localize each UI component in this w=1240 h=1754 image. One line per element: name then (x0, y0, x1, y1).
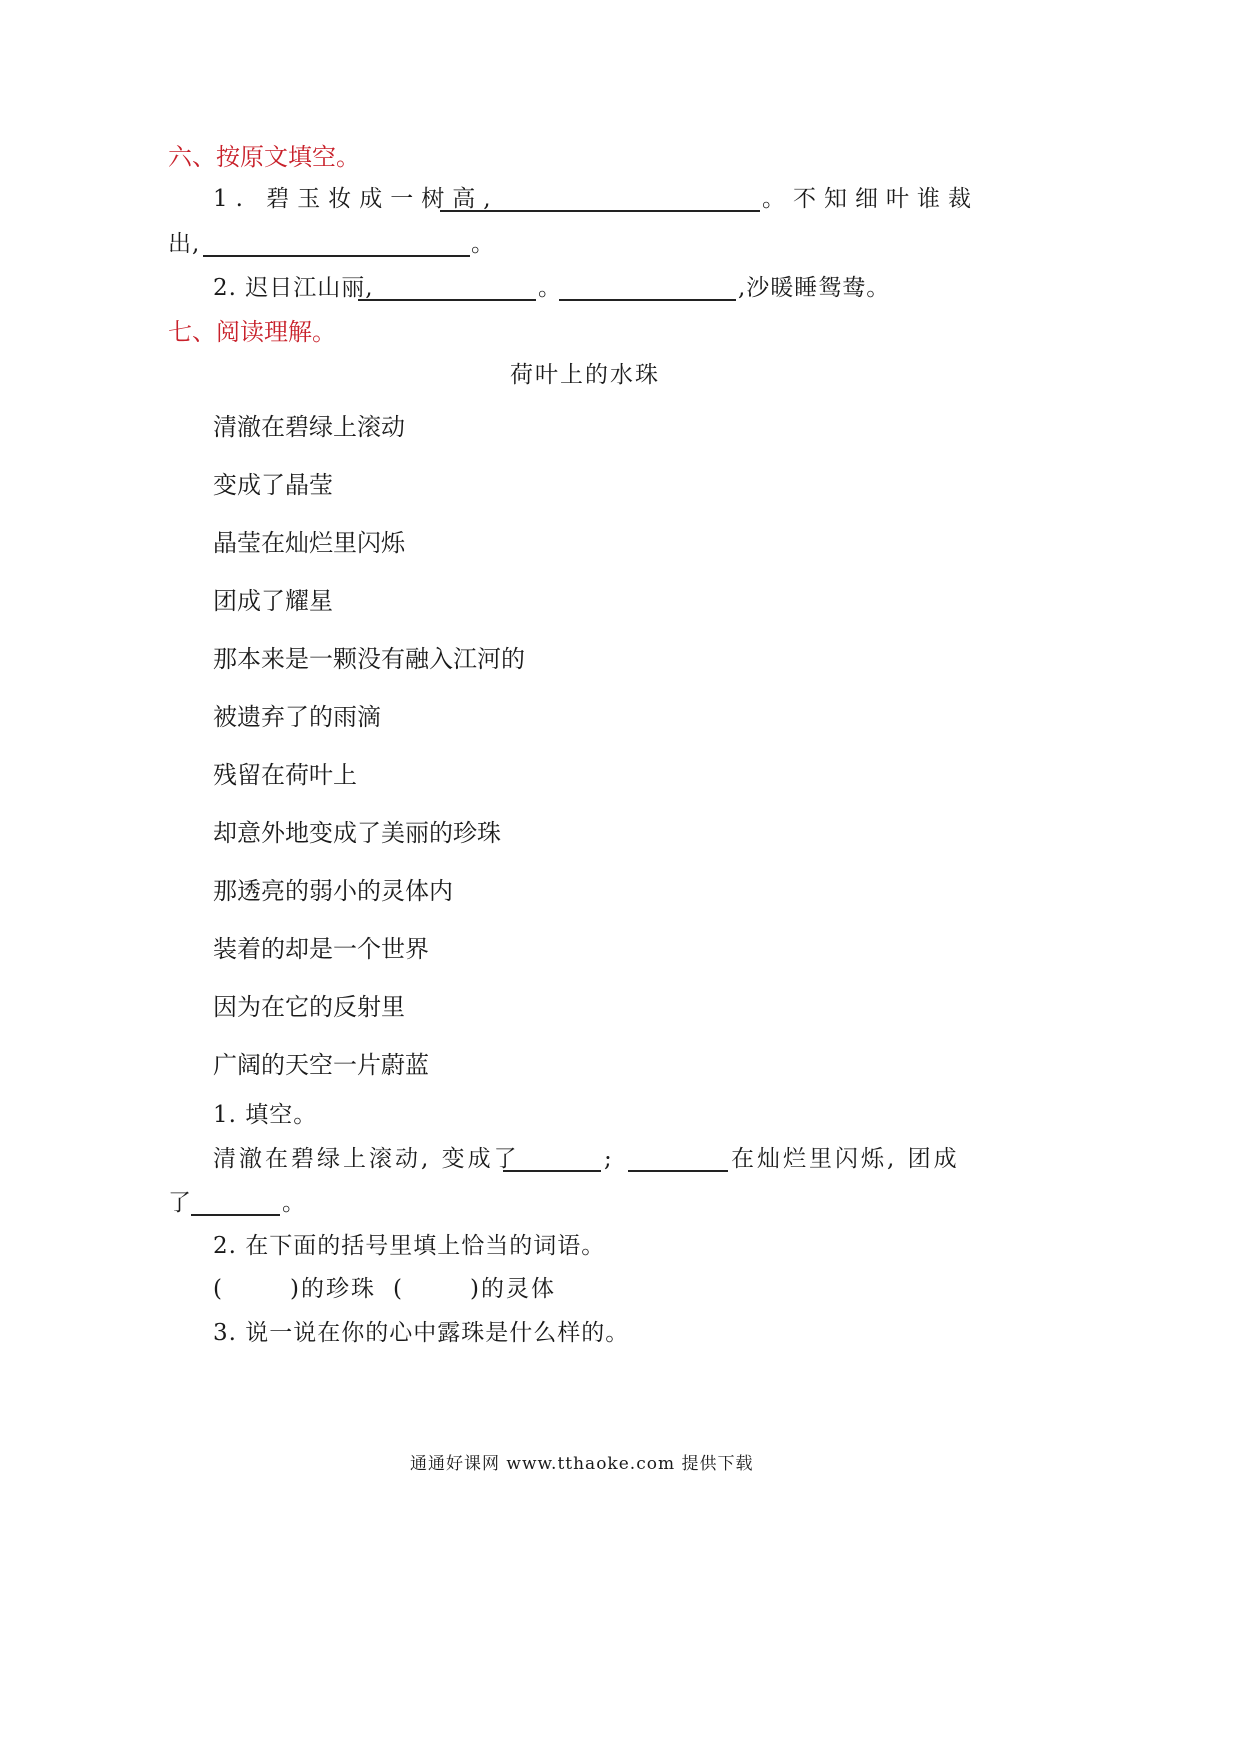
answer-blank-6-1b[interactable] (203, 233, 470, 257)
poem-line: 那本来是一颗没有融入江河的 (213, 645, 525, 673)
poem-line: 却意外地变成了美丽的珍珠 (213, 819, 501, 847)
answer-blank-7-1a[interactable] (503, 1148, 601, 1172)
poem-line: 那透亮的弱小的灵体内 (213, 877, 453, 905)
answer-paren-7-2a[interactable] (228, 1276, 288, 1302)
poem-line: 清澈在碧绿上滚动 (213, 413, 405, 441)
question-6-1-line2-end: 。 (471, 231, 495, 257)
poem-line: 装着的却是一个世界 (213, 935, 429, 963)
answer-paren-7-2b[interactable] (408, 1276, 468, 1302)
answer-blank-6-2b[interactable] (559, 277, 736, 301)
question-7-3-label: 3. 说一说在你的心中露珠是什么样的。 (213, 1320, 630, 1346)
question-6-2-text-c: ,沙暖睡鸳鸯。 (738, 275, 891, 301)
question-6-2-text-b: 。 (538, 275, 562, 301)
poem-line: 残留在荷叶上 (213, 761, 357, 789)
question-7-1-line2-end: 。 (282, 1190, 306, 1216)
answer-blank-7-1b[interactable] (628, 1148, 728, 1172)
question-7-1-text-b: ; (604, 1146, 613, 1172)
poem-line: 晶莹在灿烂里闪烁 (213, 529, 405, 557)
question-6-2-text-a: 2. 迟日江山丽, (213, 275, 374, 301)
poem-line: 因为在它的反射里 (213, 993, 405, 1021)
section-6-heading: 六、按原文填空。 (168, 143, 360, 171)
question-6-1-text-a: 1. 碧玉妆成一树高, (213, 186, 499, 212)
answer-blank-6-1a[interactable] (440, 188, 760, 212)
question-7-1-text-c: 在灿烂里闪烁, 团成 (731, 1146, 960, 1172)
question-7-2-item-2: )的灵体 (470, 1276, 556, 1302)
answer-blank-6-2a[interactable] (358, 277, 536, 301)
question-7-2-open-paren-1: ( (213, 1276, 223, 1302)
question-7-2-open-paren-2: ( (393, 1276, 403, 1302)
question-7-1-label: 1. 填空。 (213, 1102, 318, 1128)
poem-line: 变成了晶莹 (213, 471, 333, 499)
question-7-2-label: 2. 在下面的括号里填上恰当的词语。 (213, 1233, 606, 1259)
question-7-1-text-a: 清澈在碧绿上滚动, 变成了 (213, 1146, 520, 1172)
question-7-2-item-1: )的珍珠 (290, 1276, 376, 1302)
answer-blank-7-1c[interactable] (191, 1192, 280, 1216)
poem-line: 被遗弃了的雨滴 (213, 703, 381, 731)
footer-credit: 通通好课网 www.tthaoke.com 提供下载 (410, 1454, 754, 1474)
poem-title: 荷叶上的水珠 (510, 362, 660, 388)
poem-line: 广阔的天空一片蔚蓝 (213, 1051, 429, 1079)
section-7-heading: 七、阅读理解。 (168, 318, 336, 346)
poem-line: 团成了耀星 (213, 587, 333, 615)
question-6-1-text-b: 。不知细叶谁裁 (762, 186, 979, 212)
question-6-1-line2-start: 出, (168, 231, 201, 257)
question-7-1-line2-start: 了 (168, 1190, 192, 1216)
